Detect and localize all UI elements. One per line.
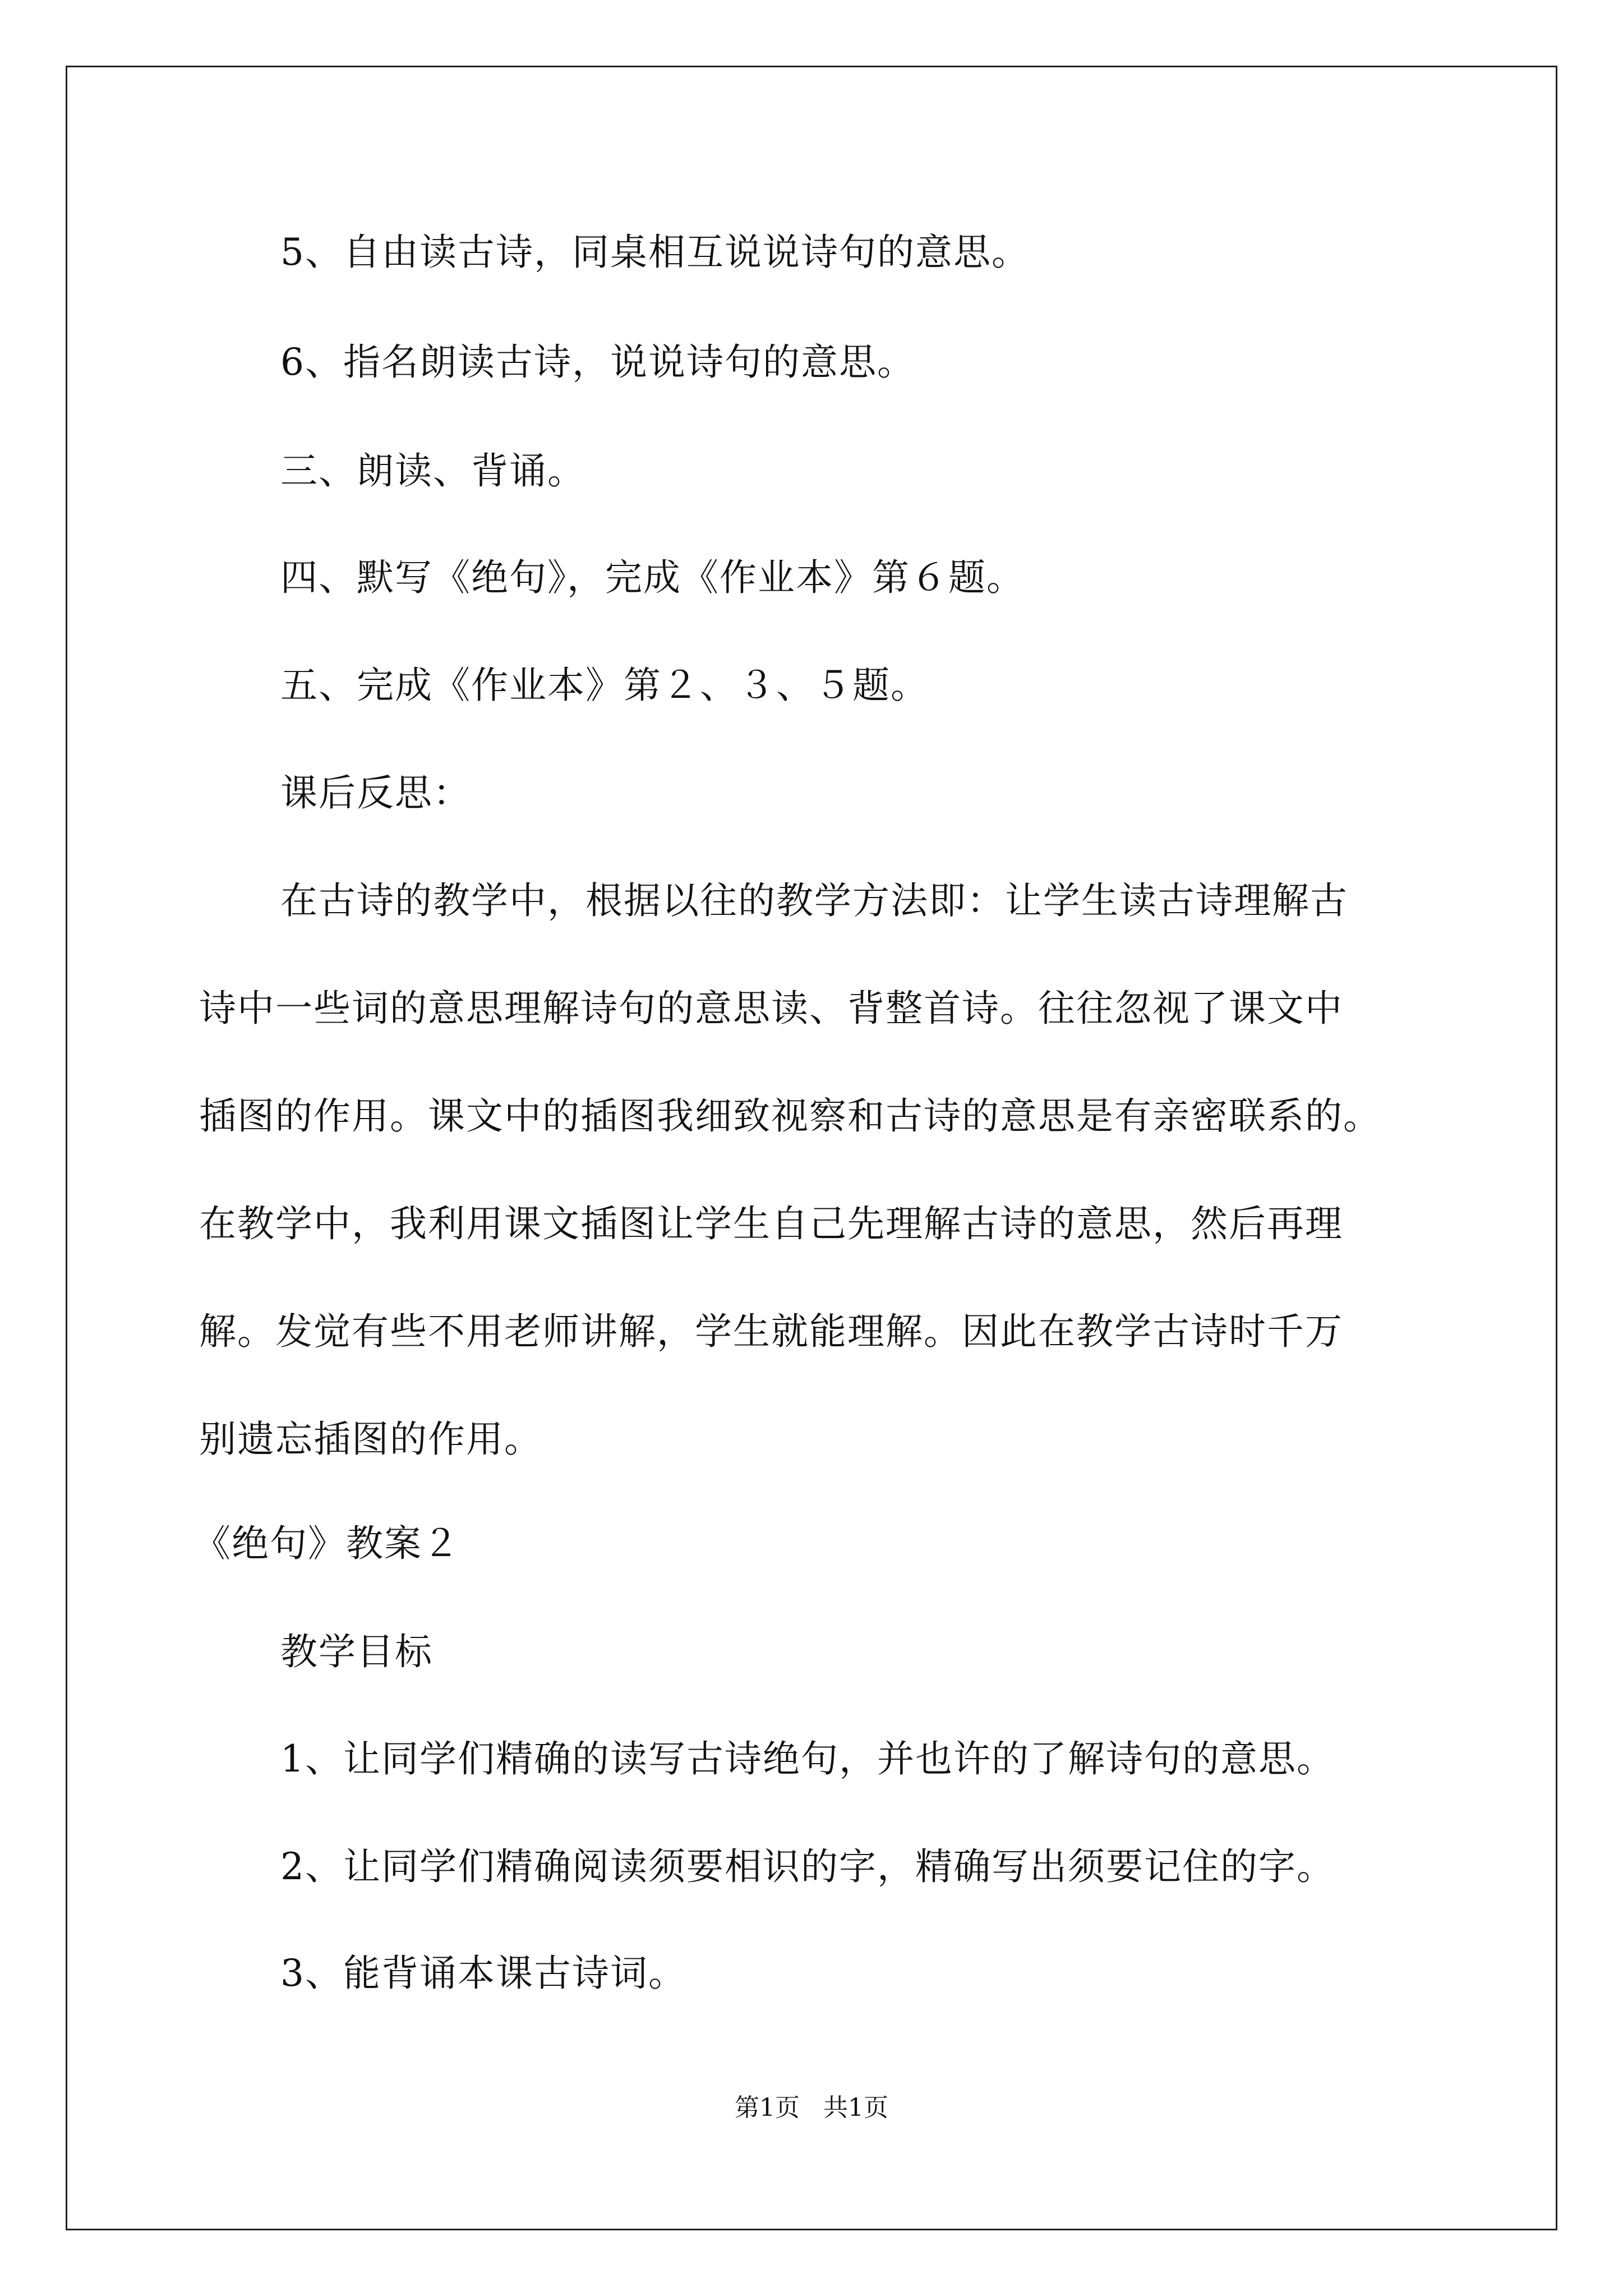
- section-3-heading: 三、朗读、背诵。: [280, 449, 585, 493]
- goal-2-line: 2、让同学们精确阅读须要相识的字，精确写出须要记住的字。: [280, 1845, 1335, 1888]
- lesson-plan-2-title: 《绝句》教案２: [193, 1522, 460, 1565]
- section-4-heading: 四、默写《绝句》，完成《作业本》第６题。: [280, 556, 1025, 599]
- reflection-paragraph-line-2: 诗中一些词的意思理解诗句的意思读、背整首诗。往往忽视了课文中: [199, 987, 1343, 1030]
- reflection-paragraph-line-3: 插图的作用。课文中的插图我细致视察和古诗的意思是有亲密联系的。: [199, 1094, 1381, 1138]
- reflection-paragraph-line-6: 别遗忘插图的作用。: [199, 1418, 542, 1461]
- reflection-paragraph-line-5: 解。发觉有些不用老师讲解，学生就能理解。因此在教学古诗时千万: [199, 1310, 1343, 1353]
- section-5-heading: 五、完成《作业本》第２、３、５题。: [280, 664, 929, 707]
- page-footer: 第1页 共1页: [735, 2093, 888, 2122]
- reflection-heading: 课后反思：: [280, 771, 471, 815]
- reflection-paragraph-line-4: 在教学中，我利用课文插图让学生自己先理解古诗的意思，然后再理: [199, 1202, 1343, 1245]
- step-6-line: 6、指名朗读古诗，说说诗句的意思。: [280, 341, 915, 384]
- goal-1-line: 1、让同学们精确的读写古诗绝句，并也许的了解诗句的意思。: [280, 1737, 1335, 1780]
- teaching-goals-heading: 教学目标: [280, 1630, 433, 1673]
- step-5-line: 5、自由读古诗，同桌相互说说诗句的意思。: [280, 231, 1030, 274]
- goal-3-line: 3、能背诵本课古诗词。: [280, 1952, 686, 1995]
- page-frame: [66, 66, 1557, 2230]
- reflection-paragraph-line-1: 在古诗的教学中，根据以往的教学方法即：让学生读古诗理解古: [280, 879, 1348, 922]
